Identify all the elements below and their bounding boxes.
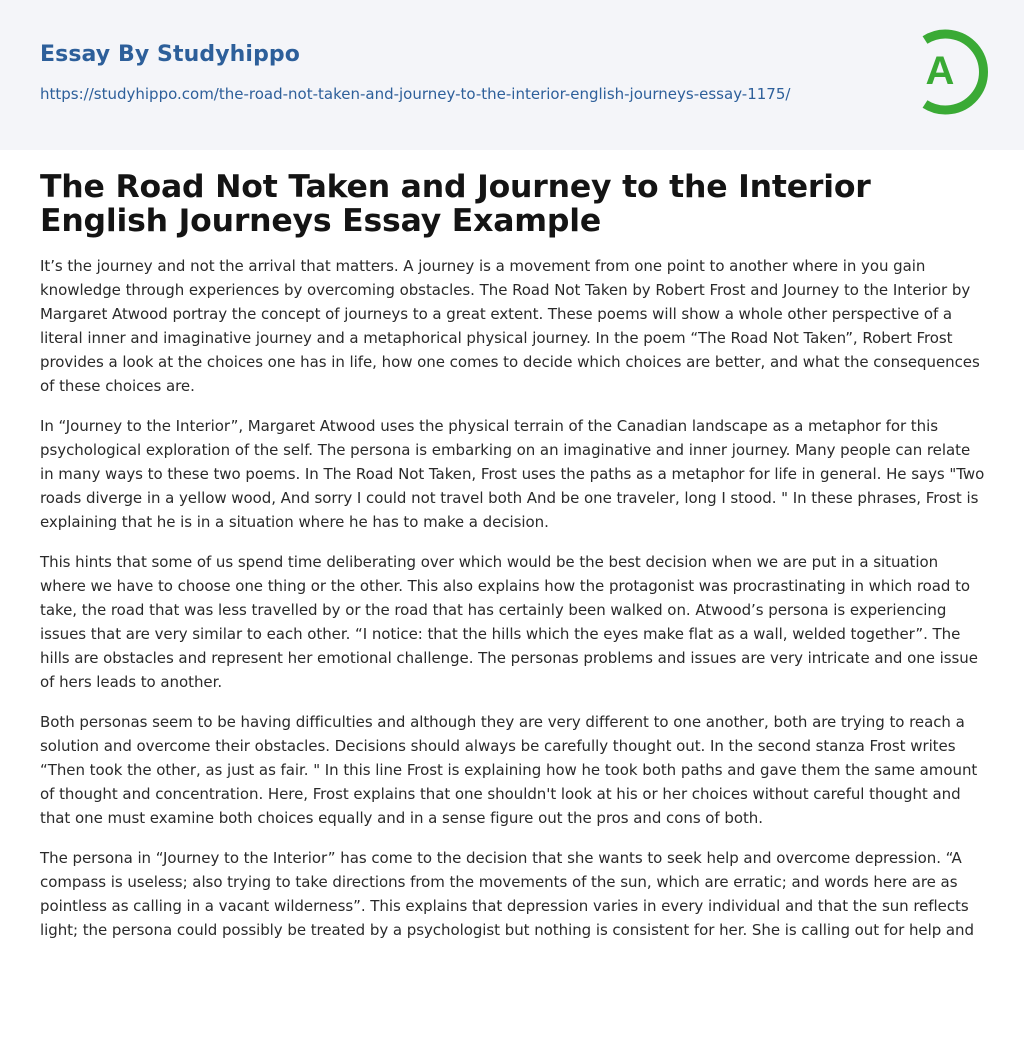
- logo-letter: A: [925, 49, 955, 93]
- site-header: [0, 0, 1024, 150]
- article-title: The Road Not Taken and Journey to the Interior English Journeys Essay Example: [40, 169, 871, 239]
- article-body: [40, 170, 986, 958]
- article-paragraph-5: The persona in “Journey to the Interior” has come to the decision that she wants to seek help and overcome depression. “A compass is useless; also trying to take directions from the movements of the sun, which are erratic; and words here are as pointless as calling in a vacant wilderness”. This explains that depression varies in every individual and that the sun reflects light; the persona could possibly be treated by a psychologist but nothing is consistent for her. She is calling out for help and: [40, 849, 974, 939]
- article-paragraph-1: It’s the journey and not the arrival that matters. A journey is a movement from one point to another where in you gain knowledge through experiences by overcoming obstacles. The Road Not Taken by Robert Frost and Journey to the Interior by Margaret Atwood portray the concept of journeys to a great extent. These poems will show a whole other perspective of a literal inner and imaginative journey and a metaphorical physical journey. In the poem “The Road Not Taken”, Robert Frost provides a look at the choices one has in life, how one comes to decide which choices are better, and what the consequences of these choices are.: [40, 257, 980, 395]
- studyhippo-logo-icon[interactable]: [908, 26, 992, 118]
- article-paragraph-4: Both personas seem to be having difficulties and although they are very different to one another, both are trying to reach a solution and overcome their obstacles. Decisions should always be carefully thought out. In the second stanza Frost writes “Then took the other, as just as fair. " In this line Frost is explaining how he took both paths and gave them the same amount of thought and concentration. Here, Frost explains that one shouldn't look at his or her choices without careful thought and that one must examine both choices equally and in a sense figure out the pros and cons of both.: [40, 713, 978, 827]
- article-paragraph-2: In “Journey to the Interior”, Margaret Atwood uses the physical terrain of the Canadian landscape as a metaphor for this psychological exploration of the self. The persona is embarking on an imaginative and inner journey. Many people can relate in many ways to these two poems. In The Road Not Taken, Frost uses the paths as a metaphor for life in general. He says "Two roads diverge in a yellow wood, And sorry I could not travel both And be one traveler, long I stood. " In these phrases, Frost is explaining that he is in a situation where he has to make a decision.: [40, 417, 985, 531]
- source-url-link[interactable]: https://studyhippo.com/the-road-not-taken-and-journey-to-the-interior-english-journeys-essay-1175/: [40, 85, 791, 103]
- article-paragraph-3: This hints that some of us spend time deliberating over which would be the best decision when we are put in a situation where we have to choose one thing or the other. This also explains how the protagonist was procrastinating in which road to take, the road that was less travelled by or the road that has certainly been walked on. Atwood’s persona is experiencing issues that are very similar to each other. “I notice: that the hills which the eyes make flat as a wall, welded together”. The hills are obstacles and represent her emotional challenge. The personas problems and issues are very intricate and one issue of hers leads to another.: [40, 553, 978, 691]
- site-brand[interactable]: Essay By Studyhippo: [40, 42, 300, 67]
